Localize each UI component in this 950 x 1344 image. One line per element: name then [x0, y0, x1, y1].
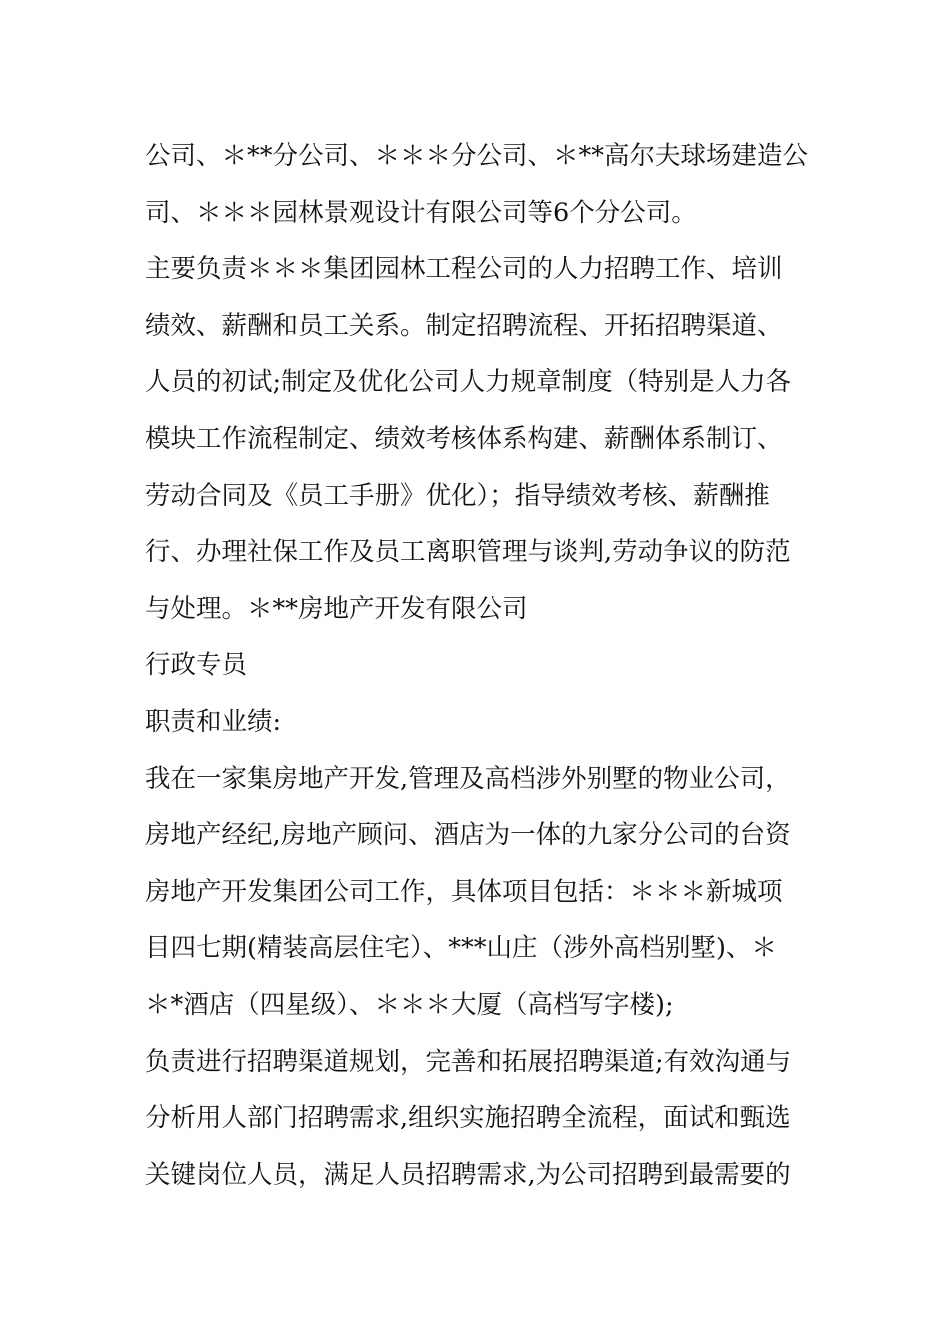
text-line: 分析用人部门招聘需求,组织实施招聘全流程，面试和甄选	[145, 1103, 791, 1134]
text-line: 职责和业绩:	[145, 706, 282, 737]
text-line: 行、办理社保工作及员工离职管理与谈判,劳动争议的防范	[145, 537, 791, 568]
text-line: 司、＊＊＊园林景观设计有限公司等6个分公司。	[145, 197, 697, 228]
text-line: 负责进行招聘渠道规划，完善和拓展招聘渠道;有效沟通与	[145, 1046, 792, 1077]
text-line: 房地产开发集团公司工作，具体项目包括：＊＊＊新城项	[145, 876, 783, 907]
paragraph-branch-companies	[145, 128, 810, 241]
paragraph-responsibilities	[145, 241, 810, 637]
text-line: ＊*酒店（四星级）、＊＊＊大厦（高档写字楼);	[145, 989, 674, 1020]
paragraph-job-title	[145, 637, 810, 694]
text-line: 行政专员	[145, 650, 248, 681]
text-line: 绩效、薪酬和员工关系。制定招聘流程、开拓招聘渠道、	[145, 310, 783, 341]
paragraph-duties-heading	[145, 694, 810, 751]
text-line: 模块工作流程制定、绩效考核体系构建、薪酬体系制订、	[145, 423, 783, 454]
document-body	[145, 128, 810, 1203]
paragraph-company-description	[145, 751, 810, 1034]
text-line: 劳动合同及《员工手册》优化）；指导绩效考核、薪酬推	[145, 480, 770, 511]
text-line: 人员的初试;制定及优化公司人力规章制度（特别是人力各	[145, 367, 792, 398]
text-line: 与处理。＊**房地产开发有限公司	[145, 593, 528, 624]
text-line: 房地产经纪,房地产顾问、酒店为一体的九家分公司的台资	[145, 820, 791, 851]
text-line: 公司、＊**分公司、＊＊＊分公司、＊**高尔夫球场建造公	[145, 141, 809, 171]
paragraph-recruitment-duties	[145, 1034, 810, 1204]
text-line: 关键岗位人员，满足人员招聘需求,为公司招聘到最需要的	[145, 1159, 791, 1190]
text-line: 主要负责＊＊＊集团园林工程公司的人力招聘工作、培训	[145, 254, 783, 285]
text-line: 目四七期(精装高层住宅）、***山庄（涉外高档别墅)、＊	[145, 933, 777, 964]
text-line: 我在一家集房地产开发,管理及高档涉外别墅的物业公司，	[145, 763, 791, 794]
